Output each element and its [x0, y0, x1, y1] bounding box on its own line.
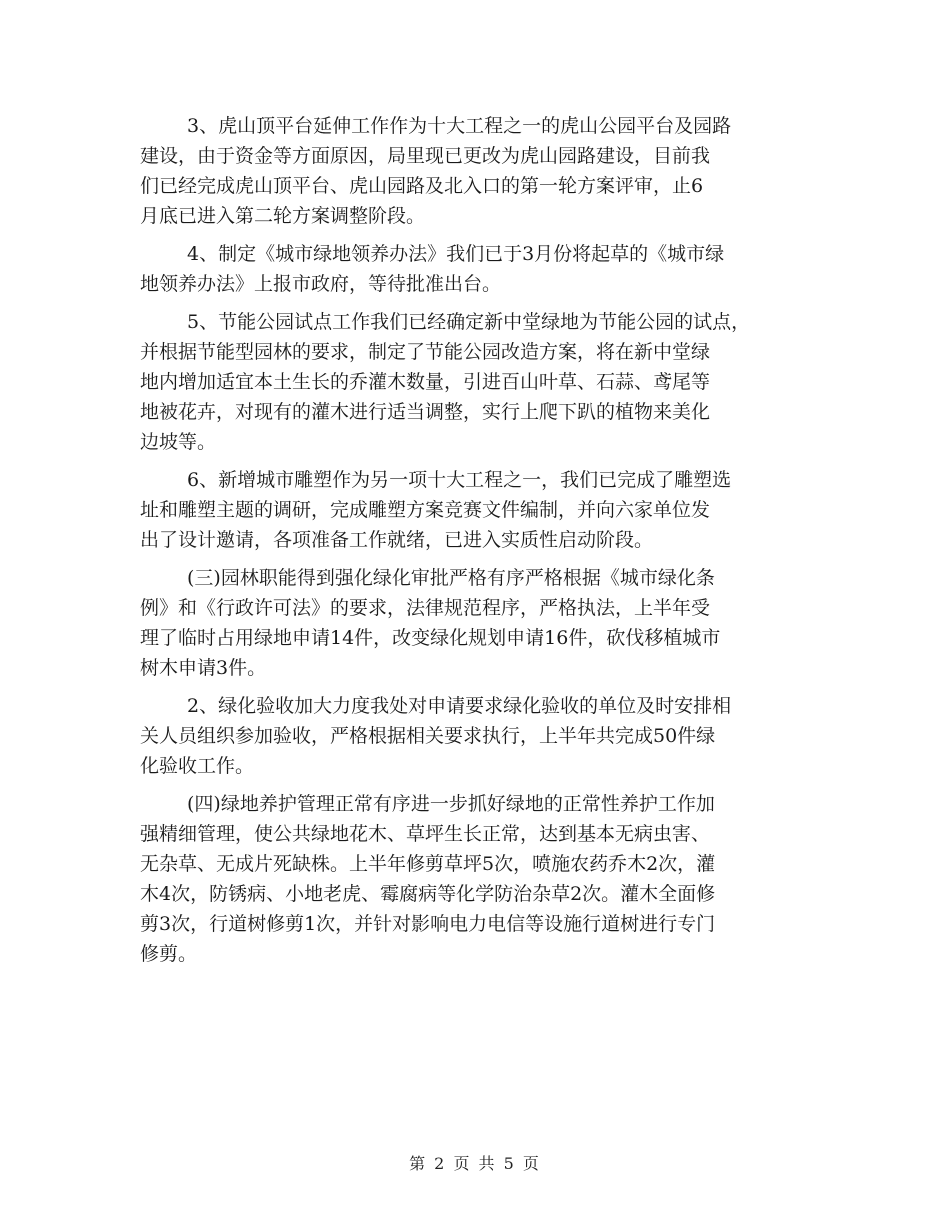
- text-line: 2、绿化验收加大力度我处对申请要求绿化验收的单位及时安排相: [187, 695, 732, 717]
- text-line: 无杂草、无成片死缺株。上半年修剪草坪5次，喷施农药乔木2次，灌: [140, 853, 716, 875]
- text-line: 修剪。: [140, 943, 198, 965]
- text-line: 4、制定《城市绿地领养办法》我们已于3月份将起草的《城市绿: [187, 243, 725, 265]
- text-line: 3、虎山顶平台延伸工作作为十大工程之一的虎山公园平台及园路: [187, 115, 732, 137]
- paragraph-2-acceptance: [140, 691, 820, 781]
- text-line: 木4次，防锈病、小地老虎、霉腐病等化学防治杂草2次。灌木全面修: [140, 883, 716, 905]
- text-line: 地被花卉，对现有的灌木进行适当调整，实行上爬下趴的植物来美化: [140, 401, 711, 423]
- text-line: 出了设计邀请，各项准备工作就绪，已进入实质性启动阶段。: [140, 529, 654, 551]
- text-line: 们已经完成虎山顶平台、虎山园路及北入口的第一轮方案评审，止6: [140, 175, 704, 197]
- text-line: 边坡等。: [140, 431, 217, 453]
- paragraph-5-energy-park: [140, 307, 820, 457]
- text-line: 地领养办法》上报市政府，等待批准出台。: [140, 273, 502, 295]
- text-line: 树木申请3件。: [140, 657, 267, 679]
- text-line: 6、新增城市雕塑作为另一项十大工程之一，我们已完成了雕塑选: [187, 469, 732, 491]
- text-line: (三)园林职能得到强化绿化审批严格有序严格根据《城市绿化条: [187, 567, 715, 589]
- text-line: 例》和《行政许可法》的要求，法律规范程序，严格执法，上半年受: [140, 597, 711, 619]
- text-line: 建设，由于资金等方面原因，局里现已更改为虎山园路建设，目前我: [140, 145, 711, 167]
- document-body: [140, 111, 820, 969]
- paragraph-section-3-approval: [140, 563, 820, 683]
- text-line: 月底已进入第二轮方案调整阶段。: [140, 205, 426, 227]
- text-line: 剪3次，行道树修剪1次，并针对影响电力电信等设施行道树进行专门: [140, 913, 716, 935]
- paragraph-section-4-maintenance: [140, 789, 820, 969]
- text-line: 5、节能公园试点工作我们已经确定新中堂绿地为节能公园的试点，: [187, 311, 751, 333]
- text-line: (四)绿地养护管理正常有序进一步抓好绿地的正常性养护工作加: [187, 793, 715, 815]
- paragraph-3-hushan-platform: [140, 111, 820, 231]
- text-line: 并根据节能型园林的要求，制定了节能公园改造方案，将在新中堂绿: [140, 341, 711, 363]
- paragraph-4-green-adoption: [140, 239, 820, 299]
- paragraph-6-city-sculpture: [140, 465, 820, 555]
- text-line: 强精细管理，使公共绿地花木、草坪生长正常，达到基本无病虫害、: [140, 823, 711, 845]
- text-line: 址和雕塑主题的调研，完成雕塑方案竞赛文件编制，并向六家单位发: [140, 499, 711, 521]
- text-line: 地内增加适宜本土生长的乔灌木数量，引进百山叶草、石蒜、鸢尾等: [140, 371, 711, 393]
- text-line: 关人员组织参加验收，严格根据相关要求执行，上半年共完成50件绿: [140, 725, 716, 747]
- text-line: 理了临时占用绿地申请14件，改变绿化规划申请16件，砍伐移植城市: [140, 627, 721, 649]
- page-footer: 第 2 页 共 5 页: [409, 1154, 541, 1173]
- text-line: 化验收工作。: [140, 755, 255, 777]
